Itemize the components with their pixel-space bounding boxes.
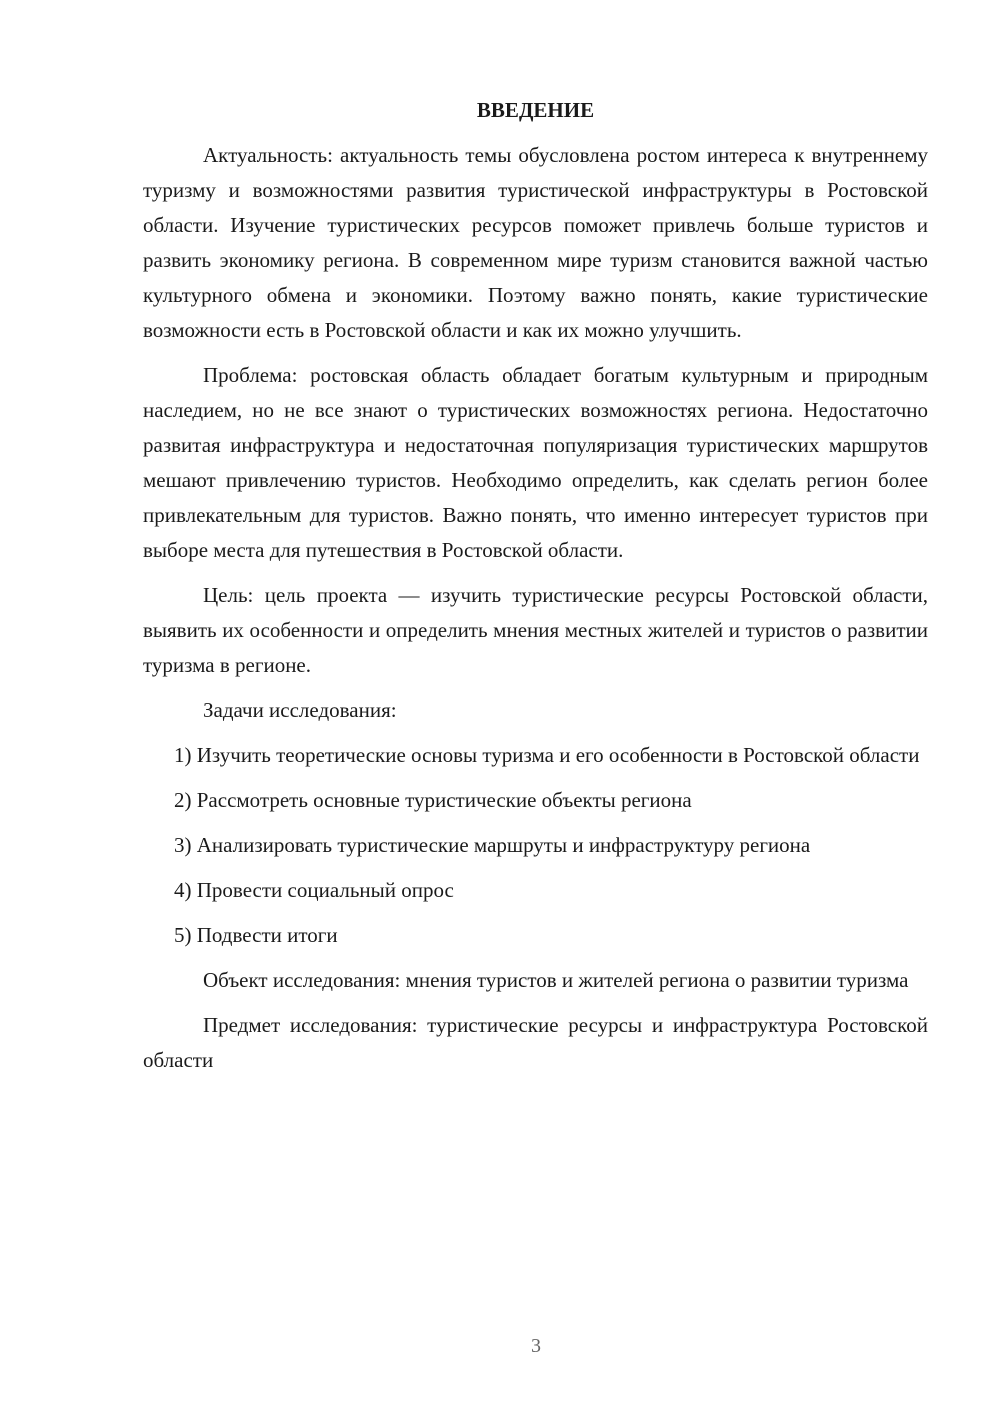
paragraph-relevance: Актуальность: актуальность темы обусловлена ростом интереса к внутреннему туризму и возможностями развития туристической инфраструктуры в Ростовской области. Изучение туристических ресурсов поможет привлечь больше туристов и развить экономику региона. В современном мире туризм становится важной частью культурного обмена и экономики. Поэтому важно понять, какие туристические возможности есть в Ростовской области и как их можно улучшить. (143, 143, 928, 342)
task-item: 1) Изучить теоретические основы туризма и его особенности в Ростовской области (174, 743, 920, 767)
section-title: ВВЕДЕНИЕ (476, 98, 595, 122)
task-item: 4) Провести социальный опрос (174, 878, 454, 902)
paragraph-problem: Проблема: ростовская область обладает богатым культурным и природным наследием, но не все знают о туристических возможностях региона. Недостаточно развитая инфраструктура и недостаточная популяризация туристических маршрутов мешают привлечению туристов. Необходимо определить, как сделать регион более привлекательным для туристов. Важно понять, что именно интересует туристов при выборе места для путешествия в Ростовской области. (143, 363, 928, 562)
task-item: 3) Анализировать туристические маршруты и инфраструктуру региона (174, 833, 811, 857)
tasks-heading: Задачи исследования: (203, 698, 397, 722)
task-item: 5) Подвести итоги (174, 923, 338, 947)
paragraph-object: Объект исследования: мнения туристов и жителей региона о развитии туризма (203, 968, 909, 992)
page-number: 3 (531, 1335, 541, 1357)
paragraph-subject: Предмет исследования: туристические ресурсы и инфраструктура Ростовской области (143, 1013, 928, 1072)
tasks-list (143, 738, 928, 953)
document-page (143, 93, 928, 1088)
task-item: 2) Рассмотреть основные туристические объекты региона (174, 788, 692, 812)
paragraph-goal: Цель: цель проекта — изучить туристические ресурсы Ростовской области, выявить их особенности и определить мнения местных жителей и туристов о развитии туризма в регионе. (143, 583, 928, 677)
